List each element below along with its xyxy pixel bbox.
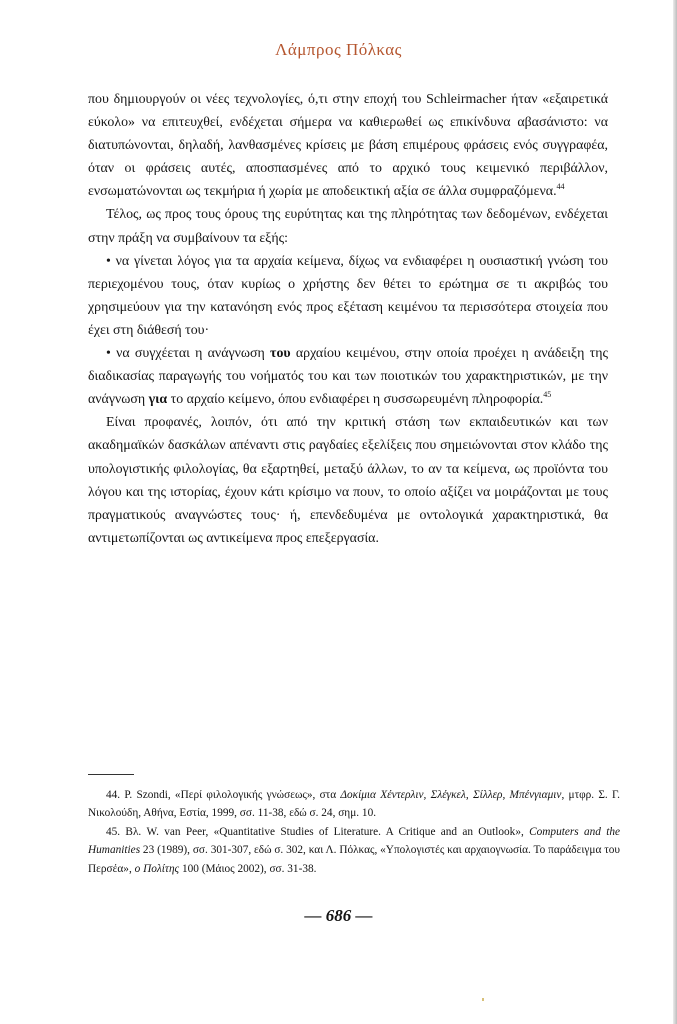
footnote-text: 23 (1989), σσ. 301-307, εδώ σ. 302, και Λ. Πόλκας, «Υπολογιστές και αρχαιογνωσία. Το παράδειγμα του Περσέα», (88, 844, 620, 875)
footnote-title: Δοκίμια Χέντερλιν, Σλέγκελ, Σίλλερ, Μπένγιαμιν (340, 789, 562, 801)
footnote-text: 44. P. Szondi, «Περί φιλολογικής γνώσεως», στα (106, 789, 341, 801)
page-edge-shadow (673, 0, 677, 1024)
paper-speck (482, 998, 484, 1001)
footnote-ref-45[interactable]: 45 (543, 390, 552, 400)
footnote-45 (88, 823, 620, 878)
paragraph-conditions: Τέλος, ως προς τους όρους της ευρύτητας και της πληρότητας των δεδομένων, ενδέχεται στην πράξη να συμβαίνουν τα εξής: (88, 207, 608, 246)
footnote-title: ο Πολίτης (134, 862, 180, 875)
footnote-44 (88, 786, 620, 823)
bullet-item-2 (88, 342, 608, 411)
bullet-item-1: • να γίνεται λόγος για τα αρχαία κείμενα, δίχως να ενδιαφέρει η ουσιαστική γνώση του περιεχομένου τους, όταν κυρίως ο χρήστης δεν θέτει το ερώτημα σε τι ακριβώς του χρησιμεύουν για την κατανόηση ενός προς εξέταση κειμένου τα περισσότερα στοιχεία που έχει στη διάθεσή του· (88, 253, 608, 338)
footnotes (88, 786, 620, 878)
bullet-text: • να συγχέεται η ανάγνωση (106, 346, 271, 362)
paragraph-continued (88, 88, 608, 203)
footnote-separator (88, 774, 134, 775)
page-number: — 686 — (304, 906, 373, 925)
footnote-text: 100 (Μάιος 2002), σσ. 31-38. (179, 862, 317, 875)
footnote-ref-44[interactable]: 44 (556, 182, 565, 192)
footnote-title: Computers and the Humanities (88, 825, 620, 857)
footnote-text: 45. Βλ. W. van Peer, «Quantitative Studies of Literature. A Critique and an Outlook», (106, 825, 530, 838)
emphasis-tou: του (270, 346, 291, 362)
bullet-text: αρχαίου κειμένου, στην οποία προέχει η ανάδειξη της διαδικασίας παραγωγής του νοήματός του και των ποιοτικών του χαρακτηριστικών, με την ανάγνωση (88, 346, 608, 408)
emphasis-gia: για (148, 392, 168, 408)
bullet-text: το αρχαίο κείμενο, όπου ενδιαφέρει η συσσωρευμένη πληροφορία. (167, 392, 544, 408)
footnote-text: , μτφρ. Σ. Γ. Νικολούδη, Αθήνα, Εστία, 1999, σσ. 11-38, εδώ σ. 24, σημ. 10. (88, 789, 620, 820)
paragraph-conclusion: Είναι προφανές, λοιπόν, ότι από την κριτική στάση των εκπαιδευτικών και των ακαδημαϊκών δασκάλων απέναντι στις ραγδαίες εξελίξεις που σημειώνονται στον κλάδο της υπολογιστικής φιλολογίας, θα εξαρτηθεί, μεταξύ άλλων, το αν τα κείμενα, ως προϊόντα του λόγου και της ιστορίας, έχουν κάτι κρίσιμο να πουν, το οποίο αξίζει να μοιράζονται με τους πραγματικούς αναγνώστες τους· ή, επενδεδυμένα με οντολογικά χαρακτηριστικά, θα αντιμετωπίζονται ως αντικείμενα προς επεξεργασία. (88, 415, 608, 546)
paragraph-text: που δημιουργούν οι νέες τεχνολογίες, ό,τι στην εποχή του Schleirmacher ήταν «εξαιρετικά εύκολο» να επιτευχθεί, ενδέχεται σήμερα να καθιερωθεί ως επικίνδυνα αβασάνιστο: να διατυπώνονται, δηλαδή, λανθασμένες κρίσεις με βάση επιμέρους φράσεις ενός συγγραφέα, όταν οι φράσεις αυτές, αποσπασμένες από το αρχικό τους κειμενικό περιβάλλον, ενσωματώνονται ως τεκμήρια ή χωρία με αποδεικτική αξία σε άλλα συμφραζόμενα. (88, 92, 608, 200)
running-header: Λάμπρος Πόλκας (275, 40, 402, 59)
main-text (88, 88, 608, 550)
